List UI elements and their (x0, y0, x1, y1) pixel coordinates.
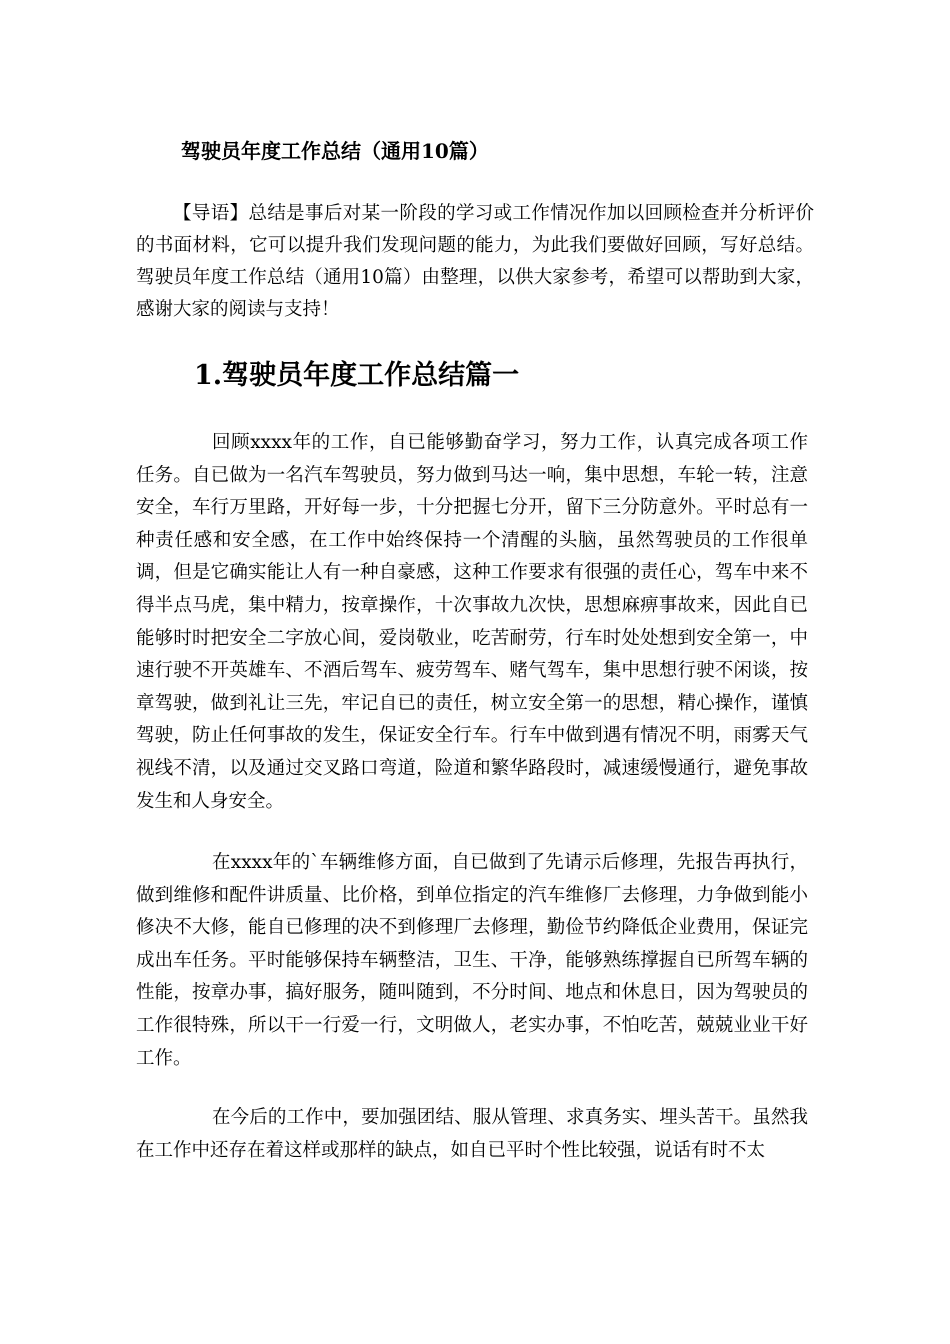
body-paragraph-2: 在xxxx年的`车辆维修方面，自已做到了先请示后修理，先报告再执行，做到维修和配件讲质量、比价格，到单位指定的汽车维修厂去修理，力争做到能小修决不大修，能自已修理的决不到修理厂去修理，勤俭节约降低企业费用，保证完成出车任务。平时能够保持车辆整洁，卫生、干净，能够熟练撑握自已所驾车辆的性能，按章办事，搞好服务，随叫随到，不分时间、地点和休息日，因为驾驶员的工作很特殊，所以干一行爱一行，文明做人，老实办事，不怕吃苦，兢兢业业干好工作。 (136, 852, 808, 1069)
section-heading: 1.驾驶员年度工作总结篇一 (194, 360, 520, 391)
intro-paragraph: 【导语】总结是事后对某一阶段的学习或工作情况作加以回顾检查并分析评价的书面材料，它可以提升我们发现问题的能力，为此我们要做好回顾，写好总结。驾驶员年度工作总结（通用10篇）由整理，以供大家参考，希望可以帮助到大家，感谢大家的阅读与支持！ (136, 203, 814, 320)
body-paragraph-1: 回顾xxxx年的工作，自已能够勤奋学习，努力工作，认真完成各项工作任务。自已做为一名汽车驾驶员，努力做到马达一响，集中思想，车轮一转，注意安全，车行万里路，开好每一步，十分把握七分开，留下三分防意外。平时总有一种责任感和安全感，在工作中始终保持一个清醒的头脑，虽然驾驶员的工作很单调，但是它确实能让人有一种自豪感，这种工作要求有很强的责任心，驾车中来不得半点马虎，集中精力，按章操作，十次事故九次快，思想麻痹事故来，因此自已能够时时把安全二字放心间，爱岗敬业，吃苦耐劳，行车时处处想到安全第一，中速行驶不开英雄车、不酒后驾车、疲劳驾车、赌气驾车，集中思想行驶不闲谈，按章驾驶，做到礼让三先，牢记自已的责任，树立安全第一的思想，精心操作，谨慎驾驶，防止任何事故的发生，保证安全行车。行车中做到遇有情况不明，雨雾天气视线不清，以及通过交叉路口弯道，险道和繁华路段时，减速缓慢通行，避免事故发生和人身安全。 (136, 432, 808, 812)
document-title: 驾驶员年度工作总结（通用10篇） (181, 139, 489, 163)
body-paragraph-3: 在今后的工作中，要加强团结、服从管理、求真务实、埋头苦干。虽然我在工作中还存在着这样或那样的缺点，如自已平时个性比较强，说话有时不太 (136, 1107, 808, 1161)
